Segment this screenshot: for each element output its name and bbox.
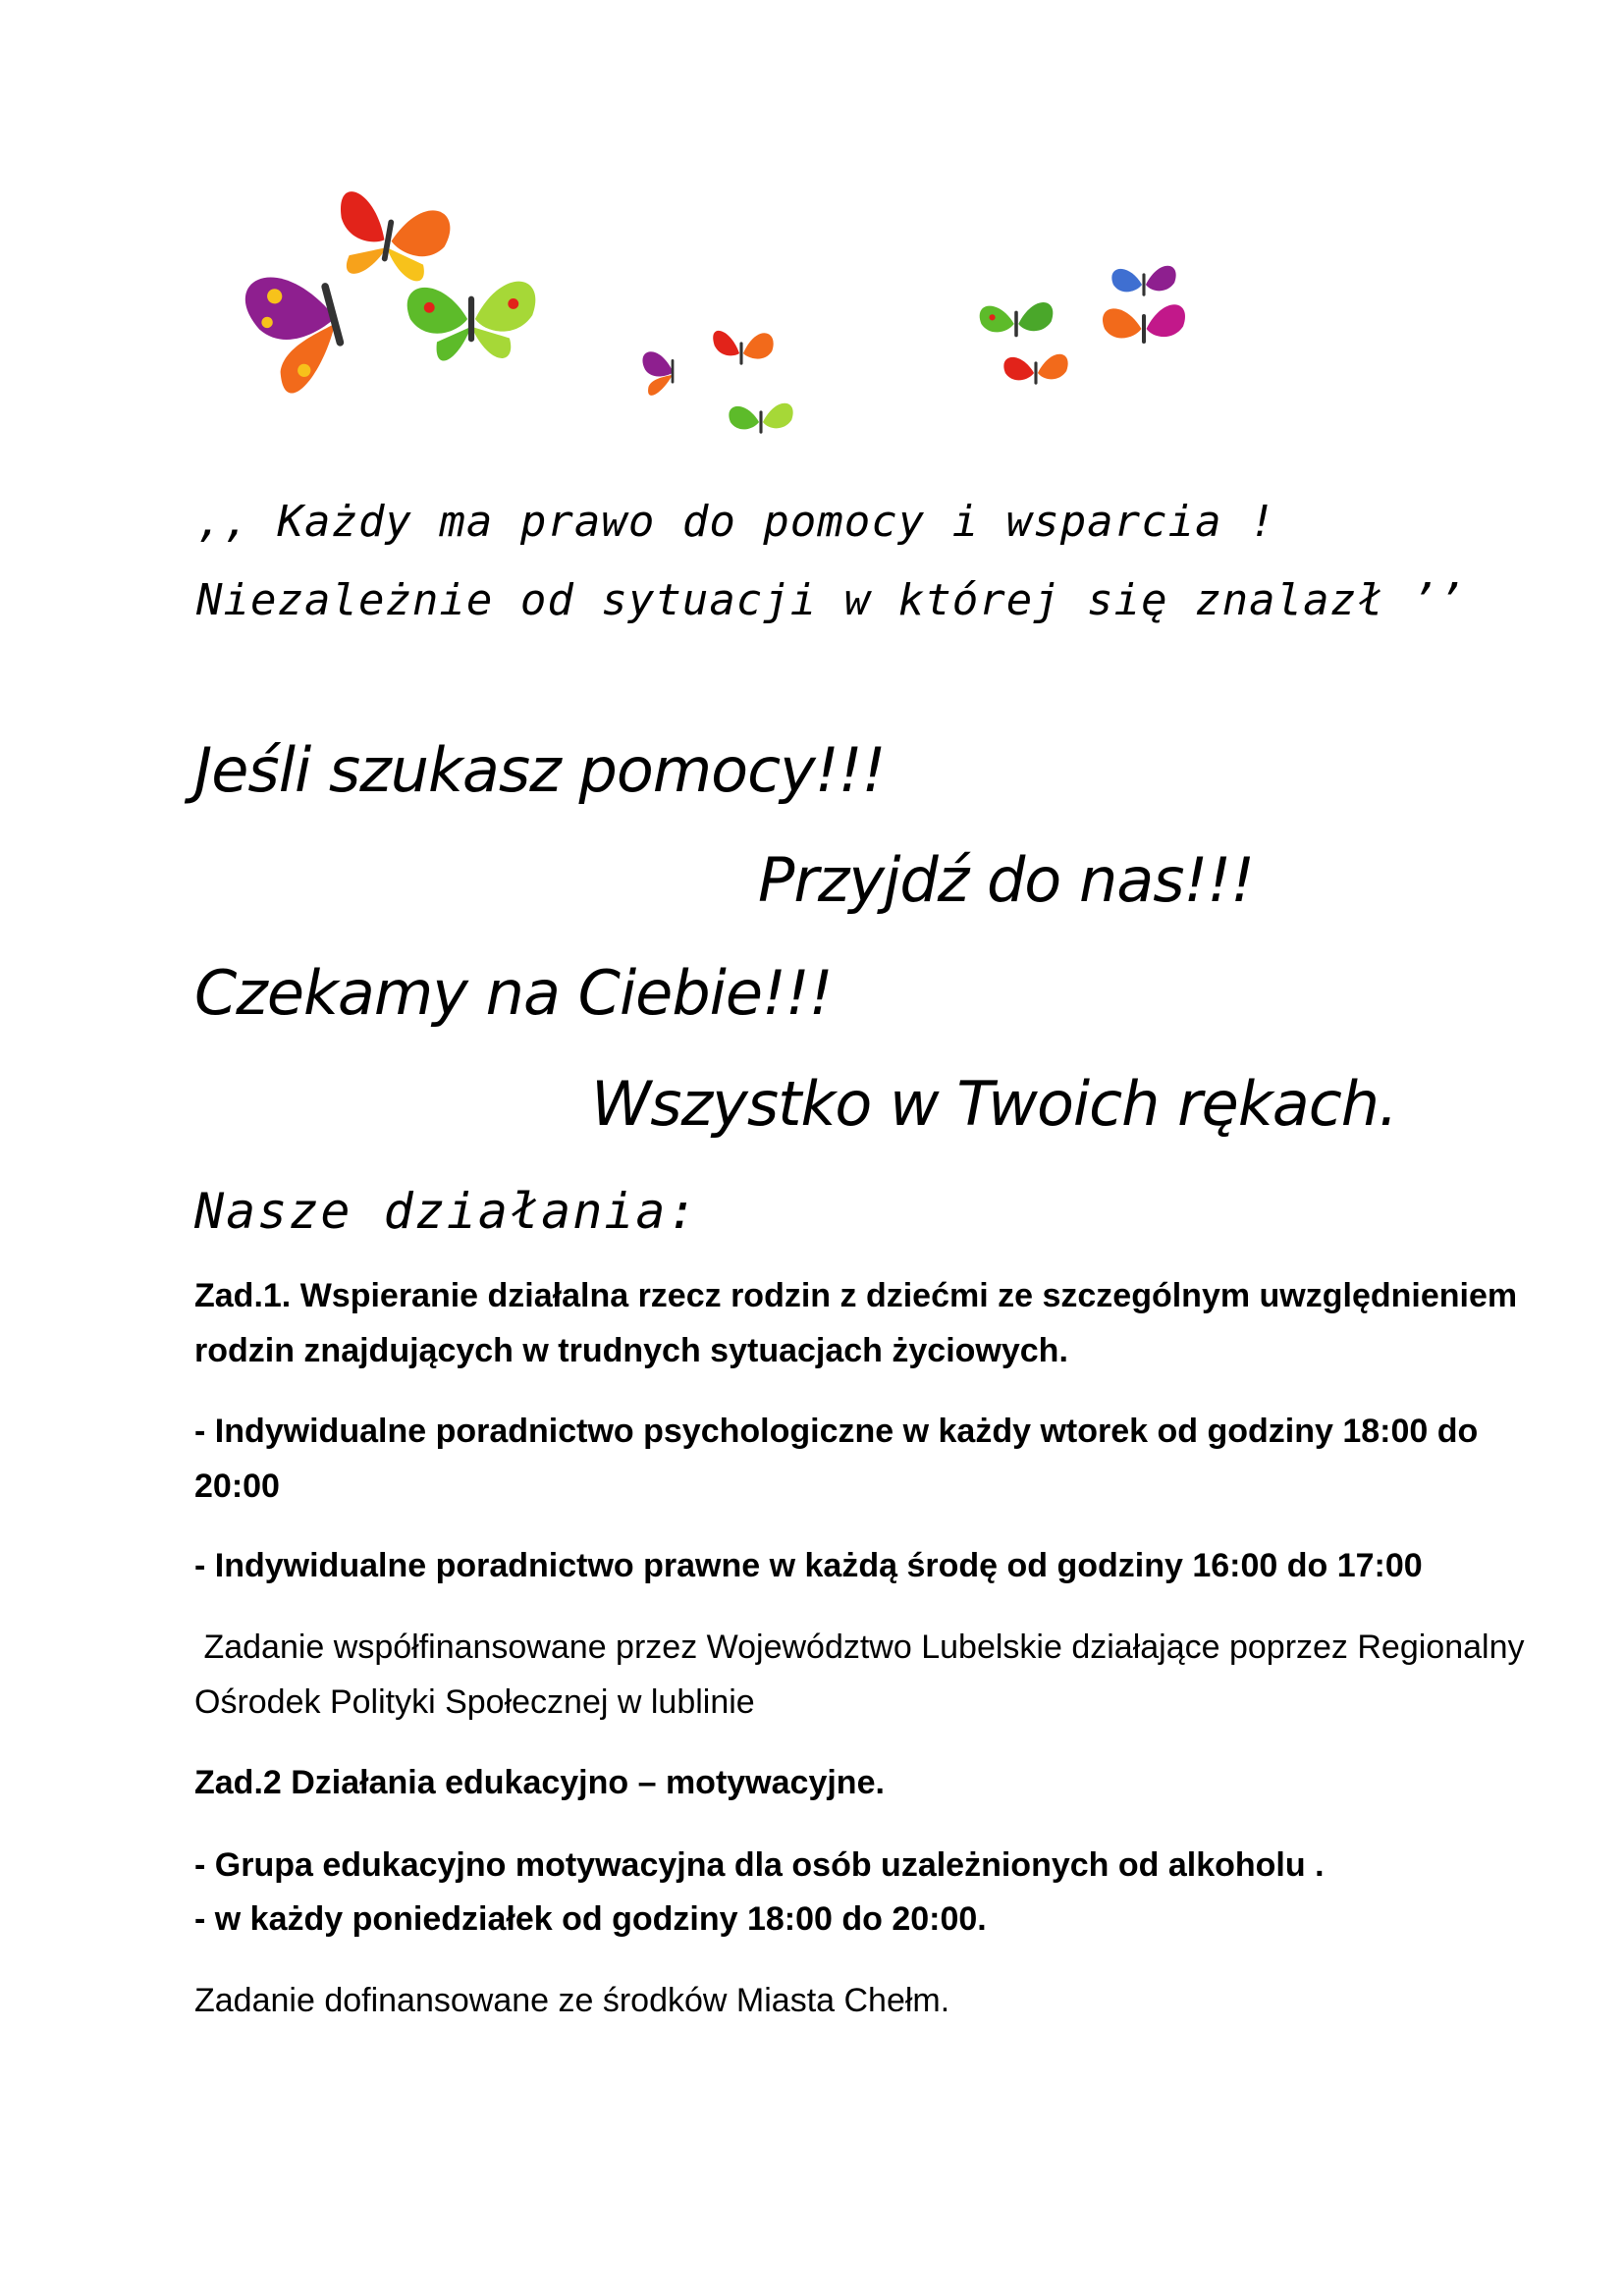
slogan-1: Jeśli szukasz pomocy!!! — [194, 734, 886, 806]
slogan-2: Przyjdź do nas!!! — [758, 844, 1255, 916]
butterfly-icon — [722, 388, 800, 456]
task1-funding: Zadanie współfinansowane przez Województwo Lubelskie działające poprzez Regionalny Ośrodek Polityki Społecznej w lublinie — [194, 1629, 1534, 1721]
slogan-4: Wszystko w Twoich rękach. — [591, 1068, 1397, 1140]
butterfly-icon — [638, 324, 707, 422]
butterfly-icon — [992, 339, 1080, 407]
actions-heading: Nasze działania: — [194, 1183, 699, 1240]
quote-line-1: ,, Każdy ma prawo do pomocy i wsparcia ! — [196, 497, 1276, 547]
task2-item-2: - w każdy poniedziałek od godziny 18:00 do 20:00. — [194, 1900, 987, 1938]
slogan-3: Czekamy na Ciebie!!! — [194, 957, 833, 1029]
task1-item-2: - Indywidualne poradnictwo prawne w każdą środę od godziny 16:00 do 17:00 — [194, 1547, 1423, 1584]
butterfly-icon — [1085, 285, 1203, 373]
butterfly-icon — [393, 250, 550, 388]
task2-item-1: - Grupa edukacyjno motywacyjna dla osób uzależnionych od alkoholu . — [194, 1846, 1325, 1884]
task1-title: Zad.1. Wspieranie działalna rzecz rodzin z dziećmi ze szczególnym uwzględnieniem rodzin znajdujących w trudnych sytuacjach życiowych. — [194, 1277, 1518, 1369]
quote-line-2: Niezależnie od sytuacji w której się znalazł ’’ — [196, 575, 1466, 625]
task2-title: Zad.2 Działania edukacyjno – motywacyjne. — [194, 1764, 885, 1801]
task2-funding: Zadanie dofinansowane ze środków Miasta Chełm. — [194, 1982, 950, 2019]
task1-item-1: - Indywidualne poradnictwo psychologiczne w każdy wtorek od godziny 18:00 do 20:00 — [194, 1413, 1479, 1505]
butterfly-icon — [702, 319, 781, 388]
